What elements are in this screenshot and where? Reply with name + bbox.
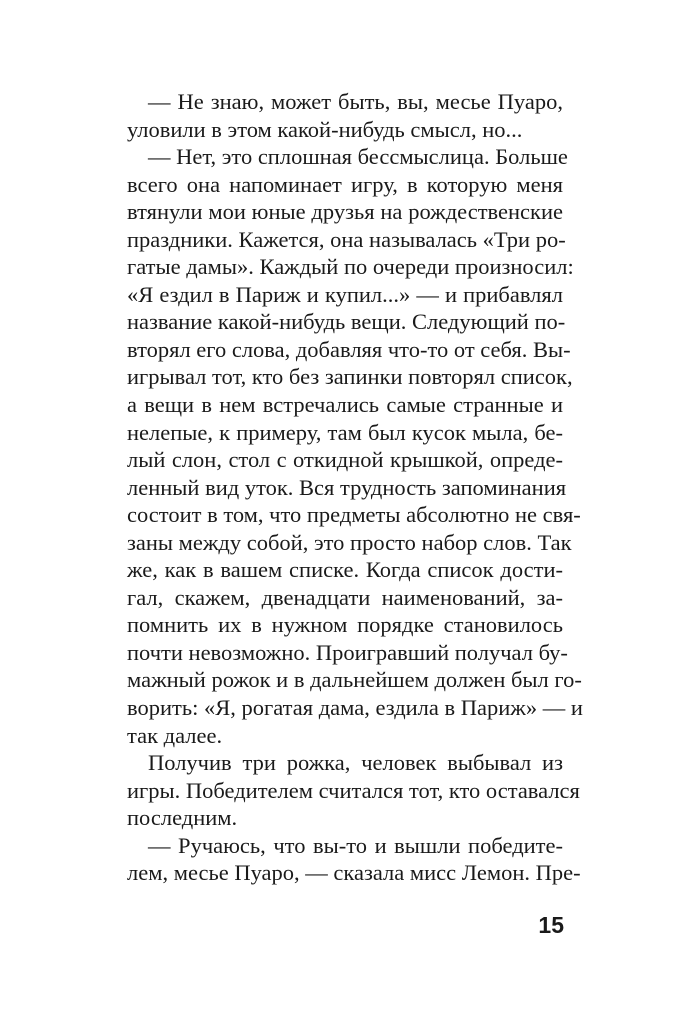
text-line: а вещи в нем встречались самые странные и <box>127 392 563 418</box>
text-line: ворить: «Я, рогатая дама, ездила в Париж» — и <box>127 695 583 721</box>
text-line: уловили в этом какой-нибудь смысл, но... <box>127 116 523 142</box>
text-line: Получив три рожка, человек выбывал из <box>148 750 563 776</box>
text-line: нелепые, к примеру, там был кусок мыла, бе- <box>127 419 563 445</box>
text-line: же, как в вашем списке. Когда список дости- <box>127 557 563 583</box>
text-line: — Не знаю, может быть, вы, месье Пуаро, <box>148 89 563 114</box>
text-line: последним. <box>127 805 238 831</box>
text-line: гал, скажем, двенадцати наименований, за- <box>127 584 563 610</box>
body-text <box>127 88 583 887</box>
text-line: праздники. Кажется, она называлась «Три ро- <box>127 226 566 252</box>
text-line: лый слон, стол с откидной крышкой, опреде- <box>127 447 563 473</box>
text-line: — Нет, это сплошная бессмыслица. Больше <box>148 144 568 170</box>
text-line: ленный вид уток. Вся трудность запоминания <box>127 474 567 500</box>
text-line: гатые дамы». Каждый по очереди произносил: <box>127 254 574 280</box>
text-line: игрывал тот, кто без запинки повторял список, <box>127 364 573 390</box>
text-line: помнить их в нужном порядке становилось <box>127 612 563 638</box>
paragraph <box>127 88 563 143</box>
text-line: всего она напоминает игру, в которую меня <box>127 171 563 197</box>
text-line: мажный рожок и в дальнейшем должен был го- <box>127 667 582 693</box>
text-line: втянули мои юные друзья на рождественские <box>127 199 563 225</box>
page-number: 15 <box>538 912 564 938</box>
text-line: вторял его слова, добавляя что-то от себя. Вы- <box>127 336 571 362</box>
text-line: лем, месье Пуаро, — сказала мисс Лемон. Пре- <box>127 860 581 886</box>
paragraph <box>127 832 581 887</box>
paragraph <box>127 143 583 749</box>
text-line: игры. Победителем считался тот, кто оставался <box>127 777 580 803</box>
text-line: так далее. <box>127 722 223 748</box>
text-line: — Ручаюсь, что вы-то и вышли победите- <box>148 832 563 858</box>
text-line: заны между собой, это просто набор слов. Так <box>127 529 572 555</box>
text-line: название какой-нибудь вещи. Следующий по- <box>127 309 566 335</box>
text-line: состоит в том, что предметы абсолютно не свя- <box>127 502 581 528</box>
text-line: почти невозможно. Проигравший получал бу- <box>127 639 568 665</box>
text-line: «Я ездил в Париж и купил...» — и прибавлял <box>127 281 563 307</box>
paragraph <box>127 749 580 832</box>
